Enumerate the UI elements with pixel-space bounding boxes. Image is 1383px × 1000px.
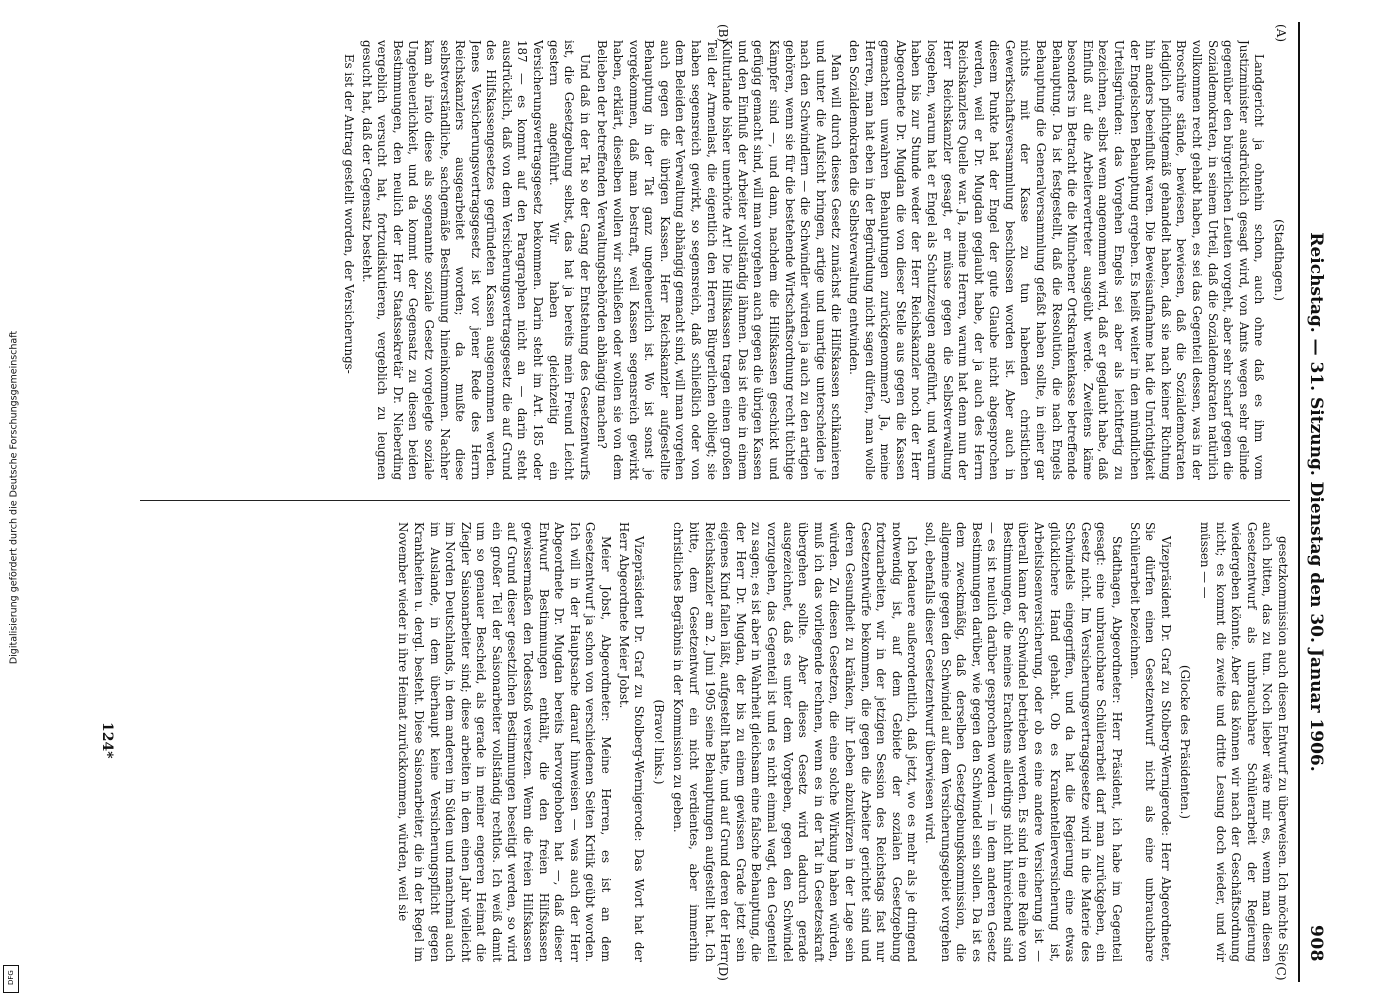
paragraph: Vizepräsident Dr. Graf zu Stolberg-Wernigerode: Das Wort hat der Herr Abgeordnete Meier Jobst. xyxy=(616,522,647,962)
paragraph: Ich bedauere außerordentlich, daß jetzt, wo es mehr als je dringend notwendig ist, auf dem Gebiete der sozialen Gesetzgebung fortzuarbeiten, wir in der jetzigen Session des Reichstags fast nur Gesetzentwürfe bekommen, die gegen die Arbeiter gerichtet sind und deren Gesundheit zu kränken, ihr Leben abzukürzen in der Lage sein würden. Zu diesen Gesetzen, die eine solche Wirkung haben würden, muß ich das vorliegende rechnen, wenn es in der Tat in Gesetzeskraft übergehen sollte. Aber dieses Gesetz wird dadurch gerade ausgezeichnet, daß es unter dem Vorgeben, gegen den Schwindel vorzugehen, das Gegenteil ist und es nicht einmal wagt, den Gegenteil zu sagen; es ist aber in Wahrheit gleichsam eine falsche Behauptung, die der Herr Dr. Mugdan, der bis zu einem gewissen Grade jetzt sein eigenes Kind fallen läßt, aufgestellt hatte, und auf Grund deren der Herr Reichskanzler am 2. Juni 1905 seine Behauptungen aufgestellt hat. Ich bitte, dem Gesetzentwurf ein nicht verdientes, aber immerhin christliches Begräbnis in der Kommission zu geben. xyxy=(671,522,920,962)
interjection: (Glocke des Präsidenten.) xyxy=(1178,665,1193,819)
dfg-logo xyxy=(3,965,19,993)
page-header xyxy=(1300,22,1330,982)
paragraph: Vizepräsident Dr. Graf zu Stolberg-Wernigerode: Herr Abgeordneter, Sie dürfen einen Gesetzentwurf nicht als eine unbrauchbare Schülerarbeit bezeichnen. xyxy=(1127,522,1173,962)
paragraph: Landgericht ja ohnehin schon, auch ohne daß es ihm vom Justizminister ausdrücklich gesagt wird, von Amts wegen sehr gelinde gegenüber den bürgerlichen Leuten vorgeht, aber sehr scharf gegen die Sozialdemokraten, in seinem Urteil, daß die Sozialdemokraten natürlich vollkommen recht gehabt haben, es sei das Gegenteil dessen, was in der Broschüre stände, bewiesen, bewiesen, daß die Sozialdemokraten lediglich pflichtgemäß gehandelt haben, daß sie nach keiner Richtung hin anders beeinflußt waren. Die Beweisaufnahme hat die Unrichtigkeit der Engelschen Behauptung ergeben. Es heißt weiter in den mündlichen Urteilsgründen: das Vorgehen Engels sei aber als leichtfertig zu bezeichnen, selbst wenn angenommen wird, daß er geglaubt habe, daß Einfluß auf die Arbeitervertreter ausgeübt werde. Zweitens käme besonders in Betracht die die Münchener Ortskrankenkasse betreffende Behauptung. Da ist festgestellt, daß die Resolution, die nach Engels Behauptung die Generalversammlung gefaßt haben sollte, in einer gar nichts mit der Kasse zu tun habenden christlichen Gewerkschaftsversammlung beschlossen worden ist. Aber auch in diesem Punkte hat der Engel der gute Glaube nicht abgesprochen werden, weil er Dr. Mugdan geglaubt habe, der ja auch des Herrn Reichskanzlers Quelle war. Ja, meine Herren, warum hat denn nun der Herr Reichskanzler gesagt, er müsse gegen die Selbstverwaltung losgehen, warum hat er Engel als Schutzzeugen angeführt, und warum haben bis zur Stunde weder der Herr Reichskanzler noch der Herr Abgeordnete Dr. Mugdan die von dieser Stelle aus gegen die Kassen gemachten unwahren Behauptungen zurückgenommen? Ja, meine Herren, man hat eben in der Begründung nicht sagen dürfen, man wolle den Sozialdemokraten die Selbstverwaltung entwinden. xyxy=(846,40,1267,480)
dfg-logo-text: DFG xyxy=(7,970,15,985)
text-column-left xyxy=(130,40,1290,480)
margin-marker-b: (B) xyxy=(716,24,730,43)
margin-marker-a: (A) xyxy=(1274,24,1288,43)
text-column-right xyxy=(130,522,1290,962)
header-rule xyxy=(1298,22,1300,982)
paragraph: Und daß in der Tat so der Gang der Entstehung des Gesetzentwurfs ist, die Gesetzgebung selbst, das hat ja bereits mein Freund Leicht gestern angeführt. Wir haben gleichzeitig ein Versicherungsvertragsgesetz bekommen. Darin steht im Art. 185 oder 187 — es kommt auf den Paragraphen nicht an — darin steht ausdrücklich, daß von dem Versicherungsvertragsgesetz die auf Grund des Hilfskassengesetzes gegründeten Kassen ausgenommen werden. Jenes Versicherungsvertragsgesetz ist vor jener Rede des Herrn Reichskanzlers ausgearbeitet worden; da mußte diese selbstverständliche, sachgemäße Bestimmung hineinkommen. Nachher kam ab irato diese als sogenannte soziale Gesetz vorgelegte soziale Ungeheuerlichkeit, und da kommt der Gegensatz zu diesen beiden Bestimmungen, den neulich der Herr Staatssekretär Dr. Nieberding vergeblich versucht hat, fortzudiskutieren, vergeblich zu leugnen gesucht hat, daß der Gegensatz besteht. xyxy=(359,40,592,480)
margin-marker-d: (D) xyxy=(716,962,730,981)
rotated-page-content xyxy=(40,22,1330,982)
digitization-credit-bar xyxy=(4,10,18,990)
running-title: Reichstag. — 31. Sitzung. Dienstag den 30. Januar 1906. xyxy=(1306,232,1326,772)
paragraph: gesetzkommission auch diesen Entwurf zu überweisen. Ich möchte Sie auch bitten, das zu tun. Noch lieber wäre mir es, wenn man diesen Gesetzentwurf als unbrauchbare Schülerarbeit der Regierung wiedergeben könnte. Aber das können wir nach der Geschäftsordnung nicht; es kommt die zweite und dritte Lesung doch wieder, und wir müssen — — xyxy=(1198,522,1290,962)
paragraph: Meier Jobst, Abgeordneter: Meine Herren, es ist an dem Gesetzentwurf ja schon von verschiedenen Seiten Kritik geübt worden. Ich will in der Hauptsache darauf hinweisen — was auch der Herr Abgeordnete Dr. Mugdan bereits hervorgehoben hat —, daß dieser Entwurf Bestimmungen enthält, die den freien Hilfskassen gewissermaßen den Todesstoß versetzen. Wenn die freien Hilfskassen auf Grund dieser gesetzlichen Bestimmungen beseitigt werden, so wird ein großer Teil der Saisonarbeiter vollständig rechtlos. Ich weiß damit um so genauer Bescheid, als gerade in meiner engeren Heimat die Ziegler Saisonarbeiter sind; diese arbeiten in dem einen Jahr vielleicht im Norden Deutschlands, in dem anderen im Süden und manchmal auch im Auslande, in dem überhaupt keine Versicherungspflicht gegen Krankheiten u. dergl. besteht. Diese Saisonarbeiter, die in der Regel im November wieder in ihre Heimat zurückkommen, würden, weil sie xyxy=(396,522,614,962)
speaker-heading: (Stadthagen.) xyxy=(1272,219,1286,301)
margin-marker-c: (C) xyxy=(1274,962,1288,981)
paragraph: Man will durch dieses Gesetz zunächst die Hilfskassen schikanieren und unter die Aufsicht bringen, artige und unartige unterscheiden je nach den Schwindlern — die Schwindler würden ja auch zu den artigen gehören, wenn sie für die bestehende Wirtschaftsordnung recht tüchtige Kämpfer sind —, und dann, nachdem die Hilfskassen geschickt und gefügig gemacht sind, will man vorgehen auch gegen die übrigen Kassen und den Einfluß der Arbeiter vollständig lähmen. Das ist eine in einem Kulturlande bisher unerhörte Art! Die Hilfskassen tragen einen großen Teil der Armenlast, die eigentlich den Herren Bürgerlichen obliegt; sie haben segensreich gewirkt, so segensreich, daß schließlich oder von dem Beleiden der Verwaltung abhängig gemacht sind, will man vorgehen auch gegen die übrigen Kassen. Herr Reichskanzler aufgestellte Behauptung in der Tat ganz ungeheuerlich ist. Wo ist sonst je vorgekommen, daß man bestraft, weil Kassen segensreich gewirkt haben, erklärt, dieselben wollen wir schließen oder wollen sie von dem Belieben der betreffenden Verwaltungsbehörden abhängig machen? xyxy=(595,40,844,480)
interjection: (Bravo! links.) xyxy=(651,699,666,785)
page-number-top: 908 xyxy=(1306,925,1326,962)
digitization-credit: Digitalisierung gefördert durch die Deutsche Forschungsgemeinschaft xyxy=(8,330,20,665)
paragraph: Es ist der Antrag gestellt worden, der Versicherungs- xyxy=(341,54,356,374)
paragraph: Stadthagen, Abgeordneter: Herr Präsident, ich habe im Gegenteil gesagt: eine unbrauchbare Schülerarbeit darf man zurückgeben, ein Gesetz nicht. Im Versicherungsvertragsgesetze wird in die Materie des Schwindels eingegriffen, und da hat die Regierung eine etwas glücklichere Hand gehabt. Ob es Krankentellerversicherung ist, Arbeitslosenversicherung, oder ob es eine andere Versicherung ist — überall kann der Schwindel betrieben werden. Es sind in eine Reihe von Bestimmungen, die meines Erachtens allerdings nicht hinreichend sind — es ist neulich darüber gesprochen worden — in dem anderen Gesetz Bestimmungen darüber, wie gegen den Schwindel sein sollen. Da ist es dem zweckmäßig, daß derselben Gesetzgebungskommission, die allgemeine gegen den Schwindel auf dem Versicherungsgebiet vorgehen soll, ebenfalls dieser Gesetzentwurf überwiesen wird. xyxy=(922,522,1125,962)
page-number-bottom: 124* xyxy=(99,722,115,759)
column-divider xyxy=(140,500,1290,501)
